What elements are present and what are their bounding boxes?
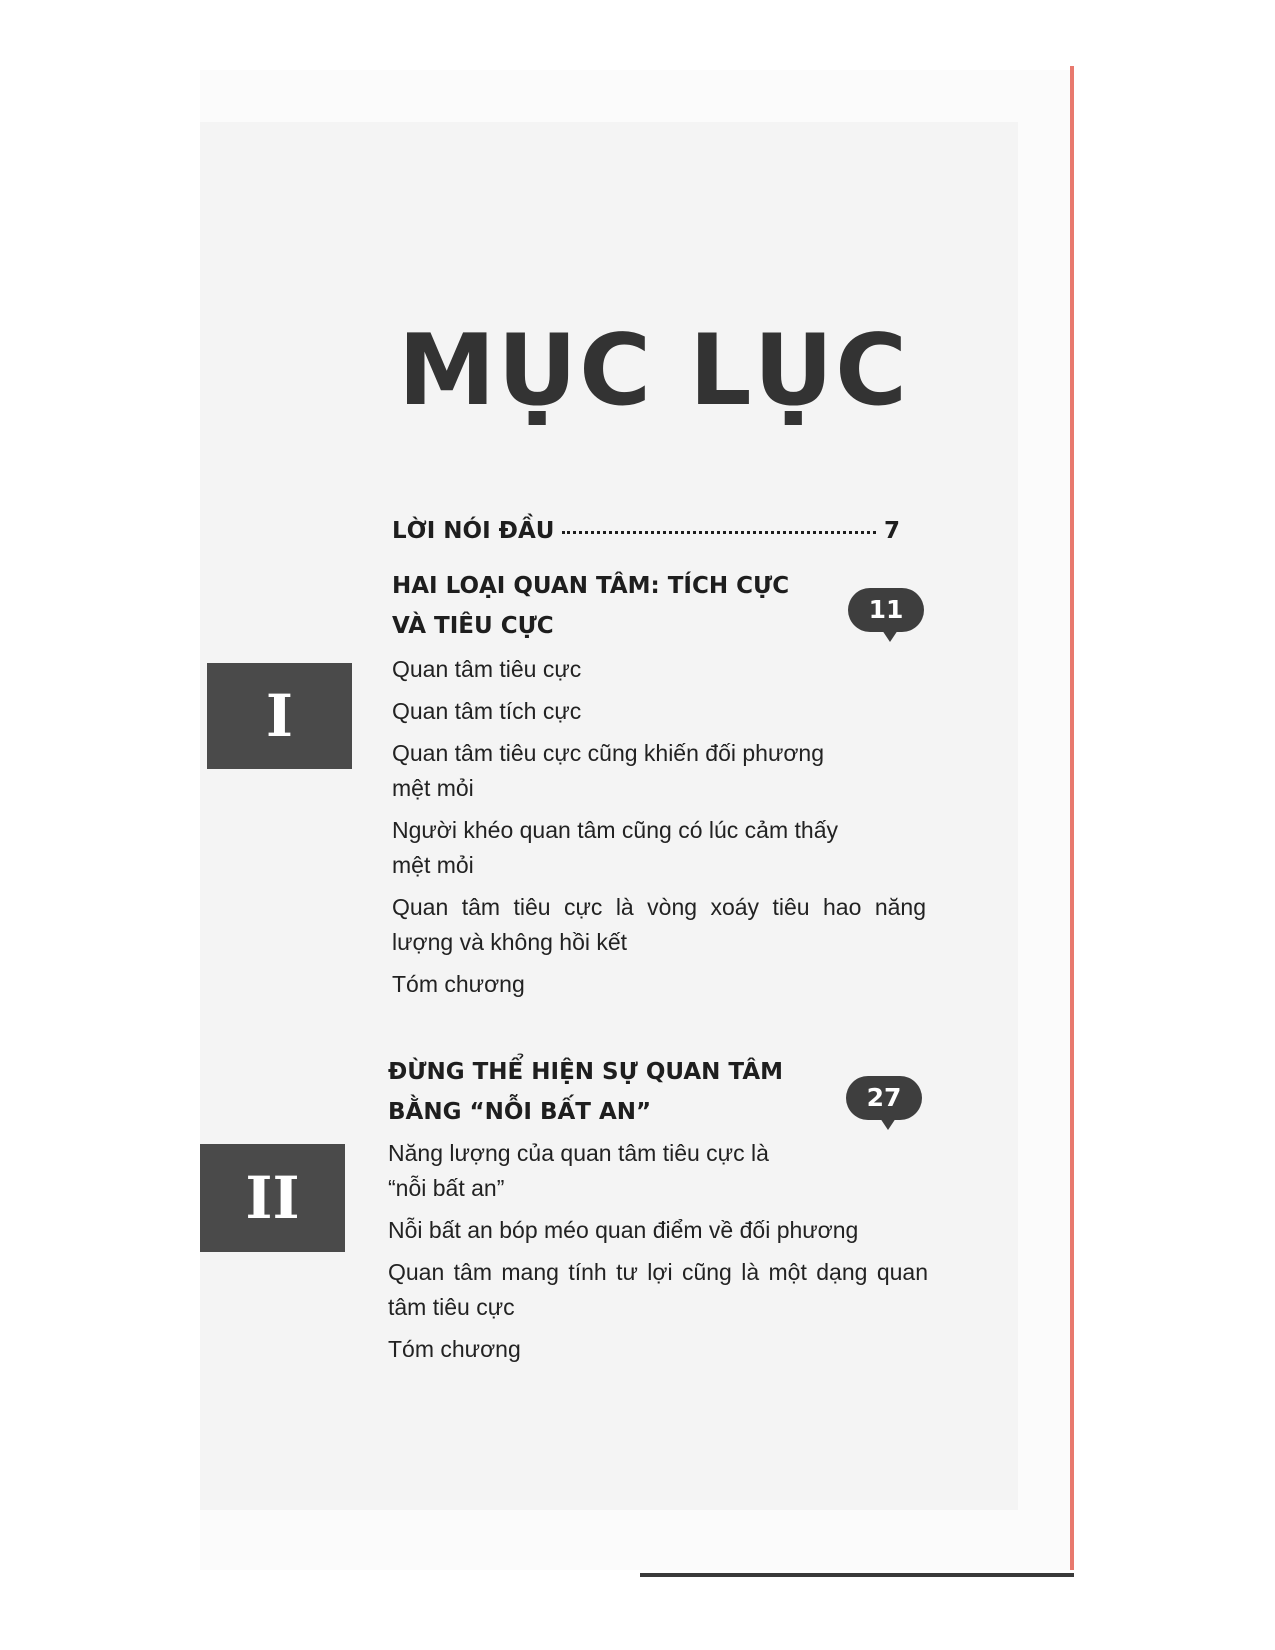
chapter-1-heading[interactable] — [392, 566, 789, 646]
chapter-1-page-badge: 11 — [848, 588, 924, 632]
list-item[interactable]: Nỗi bất an bóp méo quan điểm về đối phương — [388, 1217, 859, 1243]
list-item[interactable]: Quan tâm tiêu cực cũng khiến đối phương mệt mỏi — [392, 740, 825, 801]
list-item[interactable]: Quan tâm mang tính tư lợi cũng là một dạng quan tâm tiêu cực — [388, 1259, 928, 1320]
chapter-2-numeral: II — [200, 1144, 345, 1252]
chapter-2-heading-line-1: ĐỪNG THỂ HIỆN SỰ QUAN TÂM — [388, 1059, 784, 1085]
page-bottom-edge — [640, 1573, 1074, 1577]
chapter-1-heading-line-1: HAI LOẠI QUAN TÂM: TÍCH CỰC — [392, 573, 790, 599]
chapter-1-numeral: I — [207, 663, 352, 769]
chapter-1-section-list — [392, 652, 926, 1009]
chapter-2-section-list — [388, 1136, 928, 1374]
page-title: MỤC LỤC — [398, 314, 910, 428]
list-item[interactable]: Năng lượng của quan tâm tiêu cực là “nỗi bất an” — [388, 1140, 769, 1201]
chapter-2-page-badge: 27 — [846, 1076, 922, 1120]
list-item[interactable]: Tóm chương — [392, 971, 525, 997]
cover-edge — [1070, 66, 1074, 1570]
chapter-2-heading-line-2: BẰNG “NỖI BẤT AN” — [388, 1099, 652, 1125]
dot-leader — [562, 531, 876, 534]
list-item[interactable]: Người khéo quan tâm cũng có lúc cảm thấy mệt mỏi — [392, 817, 838, 878]
chapter-1-heading-line-2: VÀ TIÊU CỰC — [392, 613, 554, 639]
list-item[interactable]: Tóm chương — [388, 1336, 521, 1362]
preface-page-number: 7 — [883, 518, 900, 544]
list-item[interactable]: Quan tâm tích cực — [392, 698, 582, 724]
preface-label: LỜI NÓI ĐẦU — [392, 518, 555, 544]
toc-entry-preface[interactable] — [392, 518, 900, 544]
list-item[interactable]: Quan tâm tiêu cực — [392, 656, 582, 682]
chapter-2-heading[interactable] — [388, 1052, 783, 1132]
list-item[interactable]: Quan tâm tiêu cực là vòng xoáy tiêu hao năng lượng và không hồi kết — [392, 894, 926, 955]
